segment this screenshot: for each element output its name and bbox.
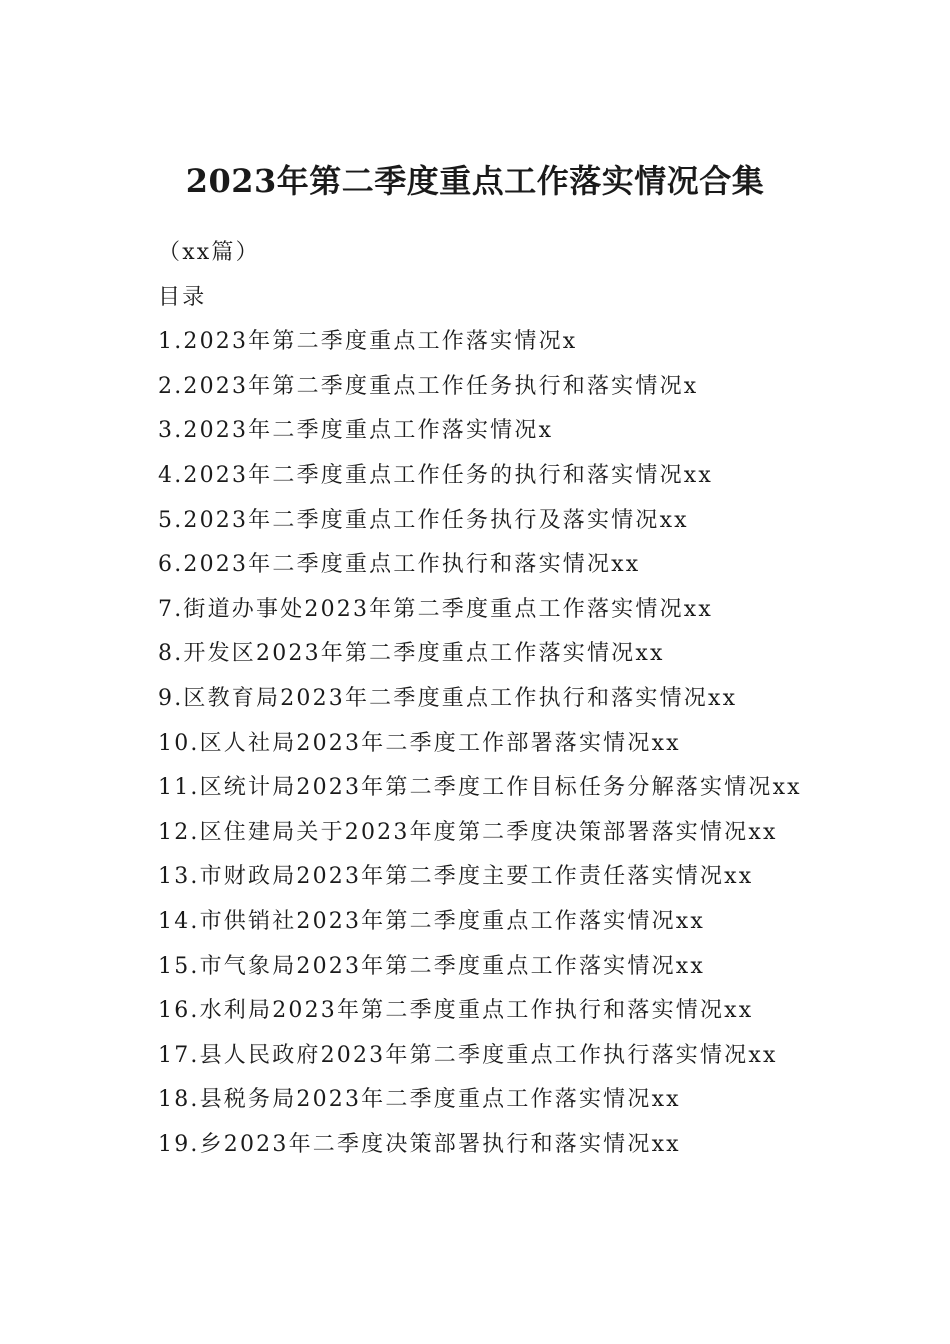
toc-item: 5.2023年二季度重点工作任务执行及落实情况xx [158,507,689,533]
toc-item: 10.区人社局2023年二季度工作部署落实情况xx [158,730,681,756]
toc-item: 1.2023年第二季度重点工作落实情况x [158,329,578,355]
toc-item: 9.区教育局2023年二季度重点工作执行和落实情况xx [158,685,738,711]
toc-item: 6.2023年二季度重点工作执行和落实情况xx [158,552,641,578]
toc-item: 4.2023年二季度重点工作任务的执行和落实情况xx [158,462,713,488]
toc-item: 12.区住建局关于2023年度第二季度决策部署落实情况xx [158,819,778,845]
toc-item: 17.县人民政府2023年第二季度重点工作执行落实情况xx [158,1042,778,1068]
toc-item: 15.市气象局2023年第二季度重点工作落实情况xx [158,953,705,979]
toc-item: 7.街道办事处2023年第二季度重点工作落实情况xx [158,596,713,622]
toc-item: 19.乡2023年二季度决策部署执行和落实情况xx [158,1131,681,1157]
toc-heading: 目录 [158,284,207,310]
toc-item: 8.开发区2023年第二季度重点工作落实情况xx [158,641,665,667]
toc-item: 16.水利局2023年第二季度重点工作执行和落实情况xx [158,998,754,1024]
toc-item: 2.2023年第二季度重点工作任务执行和落实情况x [158,373,699,399]
toc-item: 14.市供销社2023年第二季度重点工作落实情况xx [158,908,705,934]
document-subtitle: （xx篇） [158,240,260,265]
toc-item: 3.2023年二季度重点工作落实情况x [158,418,554,444]
toc-item: 11.区统计局2023年第二季度工作目标任务分解落实情况xx [158,775,802,801]
toc-item: 18.县税务局2023年二季度重点工作落实情况xx [158,1087,681,1113]
toc-list [158,320,878,1167]
document-body [158,231,878,1167]
document-title: 2023年第二季度重点工作落实情况合集 [185,162,765,201]
toc-item: 13.市财政局2023年第二季度主要工作责任落实情况xx [158,864,754,890]
